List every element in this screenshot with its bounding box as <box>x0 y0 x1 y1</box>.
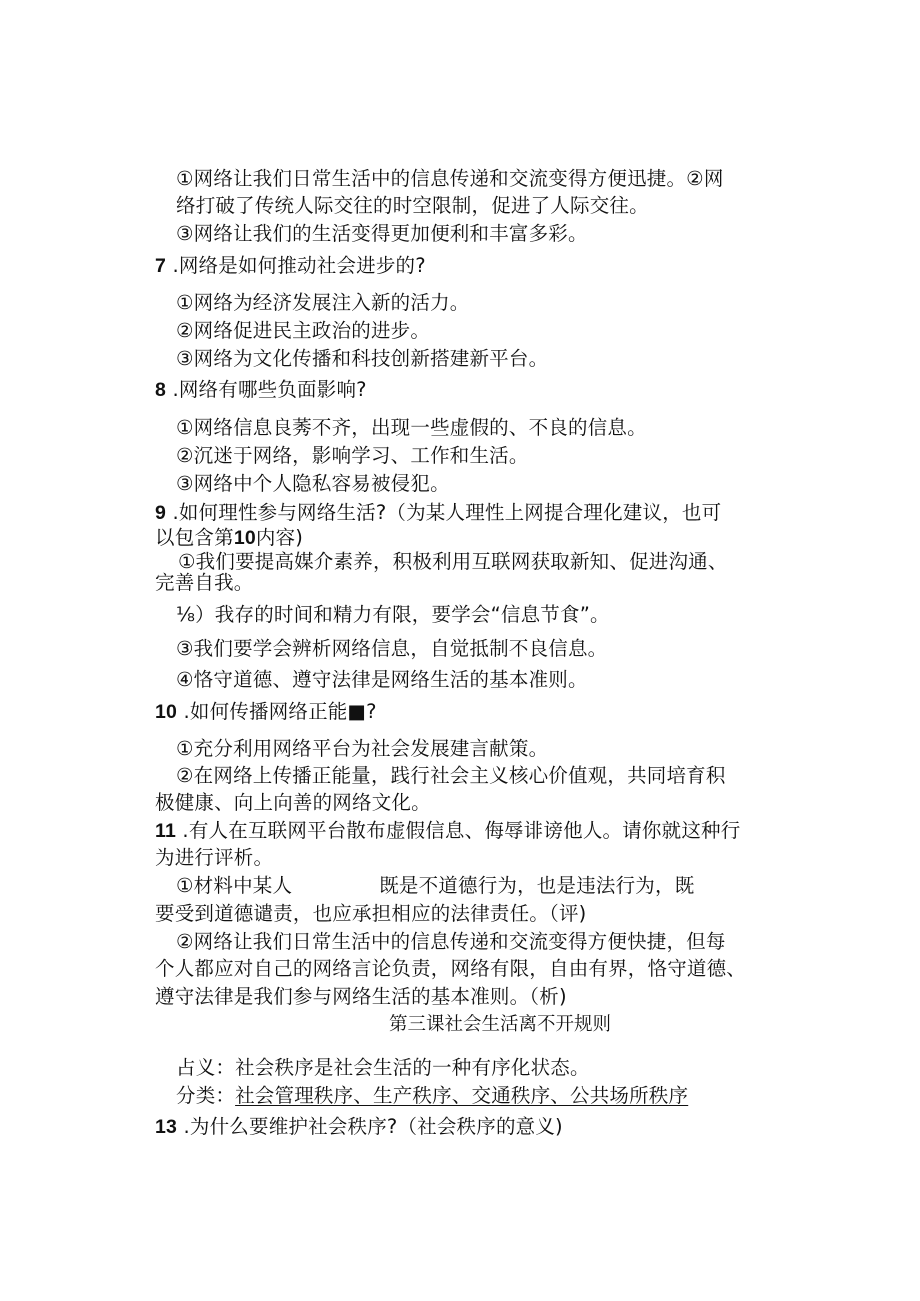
text-span: 10 <box>233 527 256 549</box>
text-span: ①材料中某人 <box>176 874 293 897</box>
question-13 <box>155 1114 563 1140</box>
question-7 <box>155 253 426 279</box>
text-line: 为进行评析。 <box>155 846 274 869</box>
text-line: ①网络信息良莠不齐，出现一些虚假的、不良的信息。 <box>176 416 647 439</box>
question-number: 11 <box>155 820 177 842</box>
question-number: 7 <box>155 255 167 277</box>
text-line: 遵守法律是我们参与网络生活的基本准则。（析) <box>155 985 567 1008</box>
definition-label: 占义： <box>176 1056 236 1079</box>
question-text: .有人在互联网平台散布虚假信息、侮辱诽谤他人。请你就这种行 <box>182 819 741 842</box>
text-line: ③网络中个人隐私容易被侵犯。 <box>176 472 450 495</box>
classification-line <box>176 1083 688 1109</box>
text-line: ②网络让我们日常生活中的信息传递和交流变得方便快捷，但每 <box>176 930 726 953</box>
definition-line <box>176 1055 590 1081</box>
text-line: 要受到道德谴责，也应承担相应的法律责任。（评) <box>155 902 587 925</box>
question-text: .网络是如何推动社会进步的? <box>172 254 426 277</box>
text-line: 完善自我。 <box>155 571 254 594</box>
question-text: .如何传播网络正能■? <box>183 700 377 723</box>
classification-label: 分类： <box>176 1084 236 1107</box>
text-line: ②网络促进民主政治的进步。 <box>176 319 431 342</box>
definition-text: 社会秩序是社会生活的一种有序化状态。 <box>235 1056 590 1079</box>
text-line: ②沉迷于网络，影响学习、工作和生活。 <box>176 444 529 467</box>
question-10 <box>155 699 377 725</box>
question-text: .为什么要维护社会秩序?（社会秩序的意义) <box>183 1115 563 1138</box>
text-line <box>176 873 694 899</box>
text-line: ④恪守道德、遵守法律是网络生活的基本准则。 <box>176 668 588 691</box>
question-number: 13 <box>155 1116 178 1138</box>
text-line: ①网络让我们日常生活中的信息传递和交流变得方便迅捷。②网 <box>176 167 724 190</box>
question-8 <box>155 377 367 403</box>
text-line <box>155 525 303 551</box>
question-text: .网络有哪些负面影响? <box>172 378 367 401</box>
text-span: 既是不道德行为，也是违法行为，既 <box>379 874 695 897</box>
text-line: ⅛）我存的时间和精力有限，要学会“信息节食”。 <box>176 603 610 626</box>
question-11 <box>155 818 740 844</box>
classification-text: 社会管理秩序、生产秩序、交通秩序、公共场所秩序 <box>235 1084 689 1107</box>
text-line: ①我们要提高媒介素养，积极利用互联网获取新知、促进沟通、 <box>178 550 728 573</box>
text-line: 极健康、向上向善的网络文化。 <box>155 791 431 814</box>
question-text: .如何理性参与网络生活?（为某人理性上网提合理化建议，也可 <box>172 501 722 524</box>
text-line: 络打破了传统人际交往的时空限制，促进了人际交往。 <box>176 194 649 217</box>
text-line: 个人都应对自己的网络言论负责，网络有限，自由有界，恪守道德、 <box>155 957 747 980</box>
text-line: ③网络让我们的生活变得更加便利和丰富多彩。 <box>176 222 588 245</box>
text-line: ③网络为文化传播和科技创新搭建新平台。 <box>176 347 549 370</box>
text-line: ①网络为经济发展注入新的活力。 <box>176 291 470 314</box>
question-9 <box>155 500 721 526</box>
text-span: 以包含第 <box>155 526 234 549</box>
question-number: 9 <box>155 502 167 524</box>
text-line: ①充分利用网络平台为社会发展建言献策。 <box>176 737 549 760</box>
question-number: 10 <box>155 701 178 723</box>
section-title: 第三课社会生活离不开规则 <box>389 1014 612 1035</box>
text-line: ③我们要学会辨析网络信息，自觉抵制不良信息。 <box>176 637 608 660</box>
text-line: ②在网络上传播正能量，践行社会主义核心价值观，共同培育积 <box>176 764 726 787</box>
text-span: 内容) <box>255 526 304 549</box>
question-number: 8 <box>155 379 167 401</box>
